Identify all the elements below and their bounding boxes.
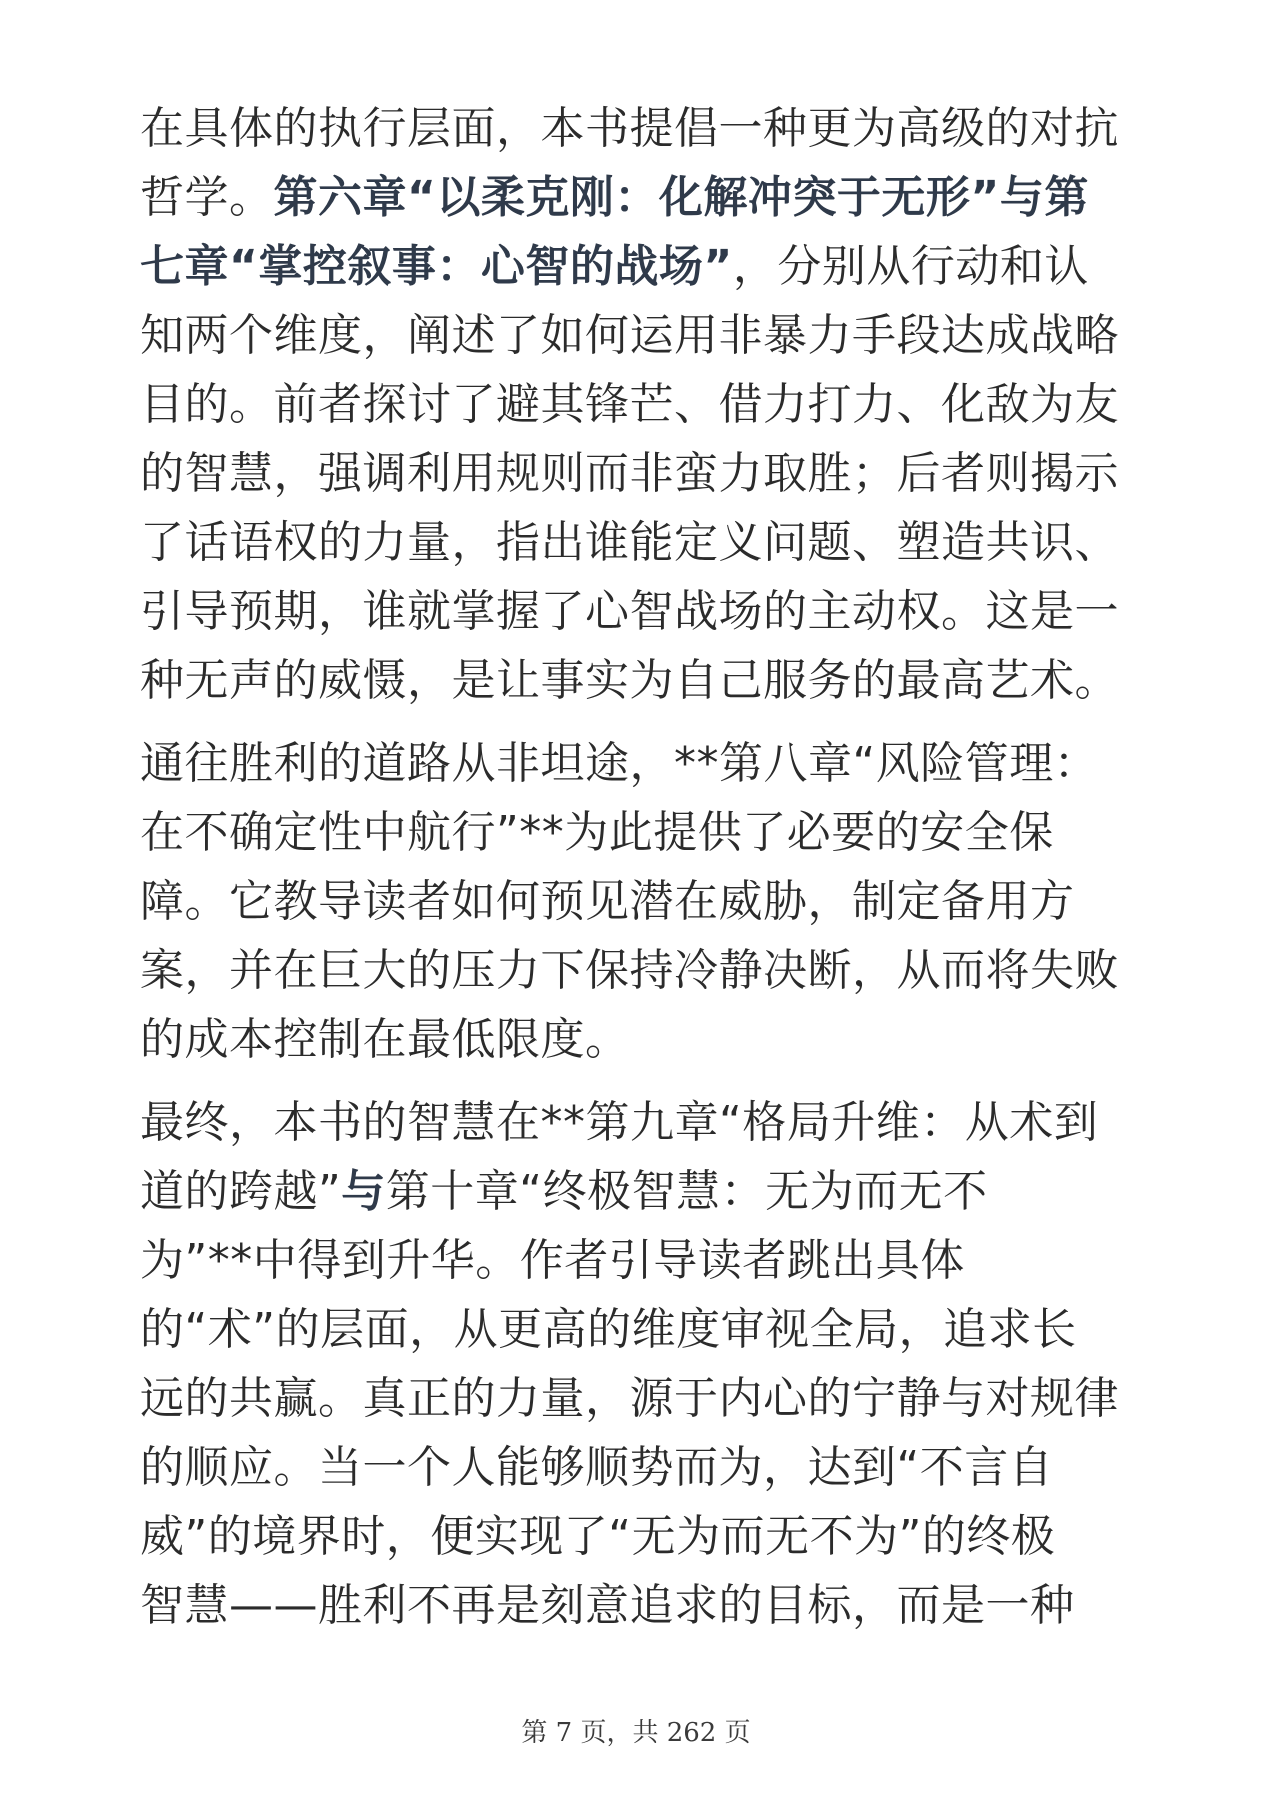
- bold-text-segment: 与: [341, 1166, 386, 1217]
- text-segment: 的智慧，强调利用规则而非蛮力取胜；后者则揭示: [140, 448, 1119, 499]
- text-segment: 的“术”的层面，从更高的维度审视全局，追求长: [140, 1304, 1077, 1355]
- text-line: [140, 577, 1140, 646]
- paragraph-3: [140, 1088, 1140, 1640]
- text-segment: 障。它教导读者如何预见潜在威胁，制定备用方: [140, 876, 1075, 927]
- text-segment: 目的。前者探讨了避其锋芒、借力打力、化敌为友: [140, 379, 1119, 430]
- text-segment: 智慧——胜利不再是刻意追求的目标，而是一种: [140, 1580, 1075, 1631]
- page-number-footer: 第 7 页，共 262 页: [521, 1718, 751, 1748]
- text-line: [140, 1433, 1140, 1502]
- text-segment: 案，并在巨大的压力下保持冷静决断，从而将失败: [140, 945, 1119, 996]
- text-line: [140, 798, 1140, 867]
- text-line: [140, 94, 1140, 163]
- text-line: [140, 1295, 1140, 1364]
- text-segment: 通往胜利的道路从非坦途，**第八章“风险管理：: [140, 738, 1099, 789]
- text-segment: 知两个维度，阐述了如何运用非暴力手段达成战略: [140, 310, 1119, 361]
- text-line: [140, 163, 1140, 232]
- text-line: [140, 1088, 1140, 1157]
- text-line: [140, 867, 1140, 936]
- bold-text-segment: 第六章“以柔克刚：化解冲突于无形”与第: [273, 172, 1089, 223]
- text-segment: 在不确定性中航行”**为此提供了必要的安全保: [140, 807, 1054, 858]
- text-segment: 的顺应。当一个人能够顺势而为，达到“不言自: [140, 1442, 1054, 1493]
- text-line: [140, 1502, 1140, 1571]
- document-body: [140, 94, 1140, 1654]
- text-line: [140, 1226, 1140, 1295]
- text-segment: 在具体的执行层面，本书提倡一种更为高级的对抗: [140, 103, 1119, 154]
- text-segment: 道的跨越”: [140, 1166, 342, 1217]
- text-segment: 了话语权的力量，指出谁能定义问题、塑造共识、: [140, 517, 1119, 568]
- text-line: [140, 646, 1140, 715]
- text-line: [140, 232, 1140, 301]
- paragraph-1: [140, 94, 1140, 715]
- text-segment: 哲学。: [140, 172, 274, 223]
- paragraph-2: [140, 729, 1140, 1074]
- bold-text-segment: 七章“掌控叙事：心智的战场”: [140, 241, 733, 292]
- text-segment: 最终，本书的智慧在**第九章“格局升维：从术到: [140, 1097, 1099, 1148]
- text-line: [140, 1364, 1140, 1433]
- text-line: [140, 508, 1140, 577]
- text-segment: 远的共赢。真正的力量，源于内心的宁静与对规律: [140, 1373, 1119, 1424]
- text-segment: 威”的境界时，便实现了“无为而无不为”的终极: [140, 1511, 1056, 1562]
- text-segment: ，分别从行动和认: [732, 241, 1089, 292]
- text-line: [140, 301, 1140, 370]
- text-line: [140, 1005, 1140, 1074]
- text-line: [140, 439, 1140, 508]
- text-segment: 引导预期，谁就掌握了心智战场的主动权。这是一: [140, 586, 1119, 637]
- text-line: [140, 1157, 1140, 1226]
- text-segment: 为”**中得到升华。作者引导读者跳出具体: [140, 1235, 965, 1286]
- text-line: [140, 1571, 1140, 1640]
- text-segment: 种无声的威慑，是让事实为自己服务的最高艺术。: [140, 655, 1119, 706]
- text-line: [140, 936, 1140, 1005]
- text-segment: 第十章“终极智慧：无为而无不: [385, 1166, 988, 1217]
- text-segment: 的成本控制在最低限度。: [140, 1014, 630, 1065]
- text-line: [140, 370, 1140, 439]
- text-line: [140, 729, 1140, 798]
